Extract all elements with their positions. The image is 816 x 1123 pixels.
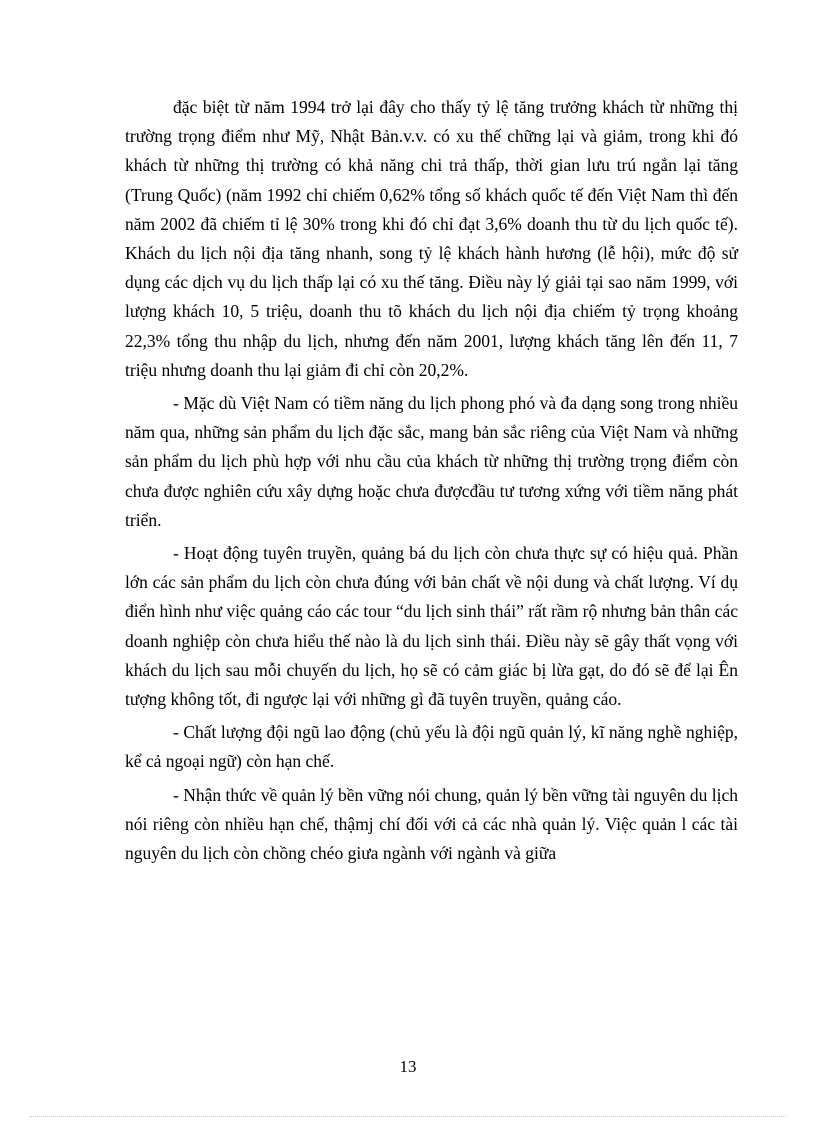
paragraph-sustainable-management: - Nhận thức về quản lý bền vững nói chung, quản lý bền vững tài nguyên du lịch nói riêng còn nhiều hạn chế, thậmj chí đối với cả các nhà quản lý. Việc quản l các tài nguyên du lịch còn chồng chéo giưa ngành với ngành và giữa	[125, 784, 739, 864]
paragraph-labor-quality: - Chất lượng đội ngũ lao động (chủ yếu là đội ngũ quản lý, kĩ năng nghề nghiệp, kể cả ngoại ngữ) còn hạn chế.	[125, 722, 738, 772]
page-bottom-divider	[30, 1116, 786, 1117]
body-text	[125, 93, 738, 868]
page-number: 13	[399, 1057, 417, 1076]
paragraph-promotion: - Hoạt động tuyên truyền, quảng bá du lịch còn chưa thực sự có hiệu quả. Phần lớn các sản phẩm du lịch còn chưa đúng với bản chất về nội dung và chất lượng. Ví dụ điển hình như việc quảng cáo các tour “du lịch sinh thái” rất rầm rộ nhưng bản thân các doanh nghiệp còn chưa hiểu thế nào là du lịch sinh thái. Điều này sẽ gây thất vọng với khách du lịch sau mỗi chuyến du lịch, họ sẽ có cảm giác bị lừa gạt, do đó sẽ để lại Ên tượng không tốt, đi ngược lại với những gì đã tuyên truyền, quảng cáo.	[125, 543, 738, 710]
paragraph-tourism-products: - Mặc dù Việt Nam có tiềm năng du lịch phong phó và đa dạng song trong nhiều năm qua, những sản phẩm du lịch đặc sắc, mang bản sắc riêng của Việt Nam và những sản phẩm du lịch phù hợp với nhu cầu của khách từ những thị trường trọng điểm còn chưa được nghiên cứu xây dựng hoặc chưa đượcđầu tư tương xứng với tiềm năng phát triển.	[125, 393, 738, 530]
paragraph-continuation: đặc biệt từ năm 1994 trở lại đây cho thấy tỷ lệ tăng trưởng khách từ những thị trường trọng điểm như Mỹ, Nhật Bản.v.v. có xu thế chững lại và giảm, trong khi đó khách từ những thị trường có khả năng chi trả thấp, thời gian lưu trú ngắn lại tăng (Trung Quốc) (năm 1992 chỉ chiếm 0,62% tổng số khách quốc tế đến Việt Nam thì đến năm 2002 đã chiếm tỉ lệ 30% trong khi đó chỉ đạt 3,6% doanh thu từ du lịch quốc tế). Khách du lịch nội địa tăng nhanh, song tỷ lệ khách hành hương (lễ hội), mức độ sử dụng các dịch vụ du lịch thấp lại có xu thế tăng. Điều này lý giải tại sao năm 1999, với lượng khách 10, 5 triệu, doanh thu tõ khách du lịch nội địa chiếm tỷ trọng khoảng 22,3% tổng thu nhập du lịch, nhưng đến năm 2001, lượng khách tăng lên đến 11, 7 triệu nhưng doanh thu lại giảm đi chỉ còn 20,2%.	[125, 97, 738, 380]
